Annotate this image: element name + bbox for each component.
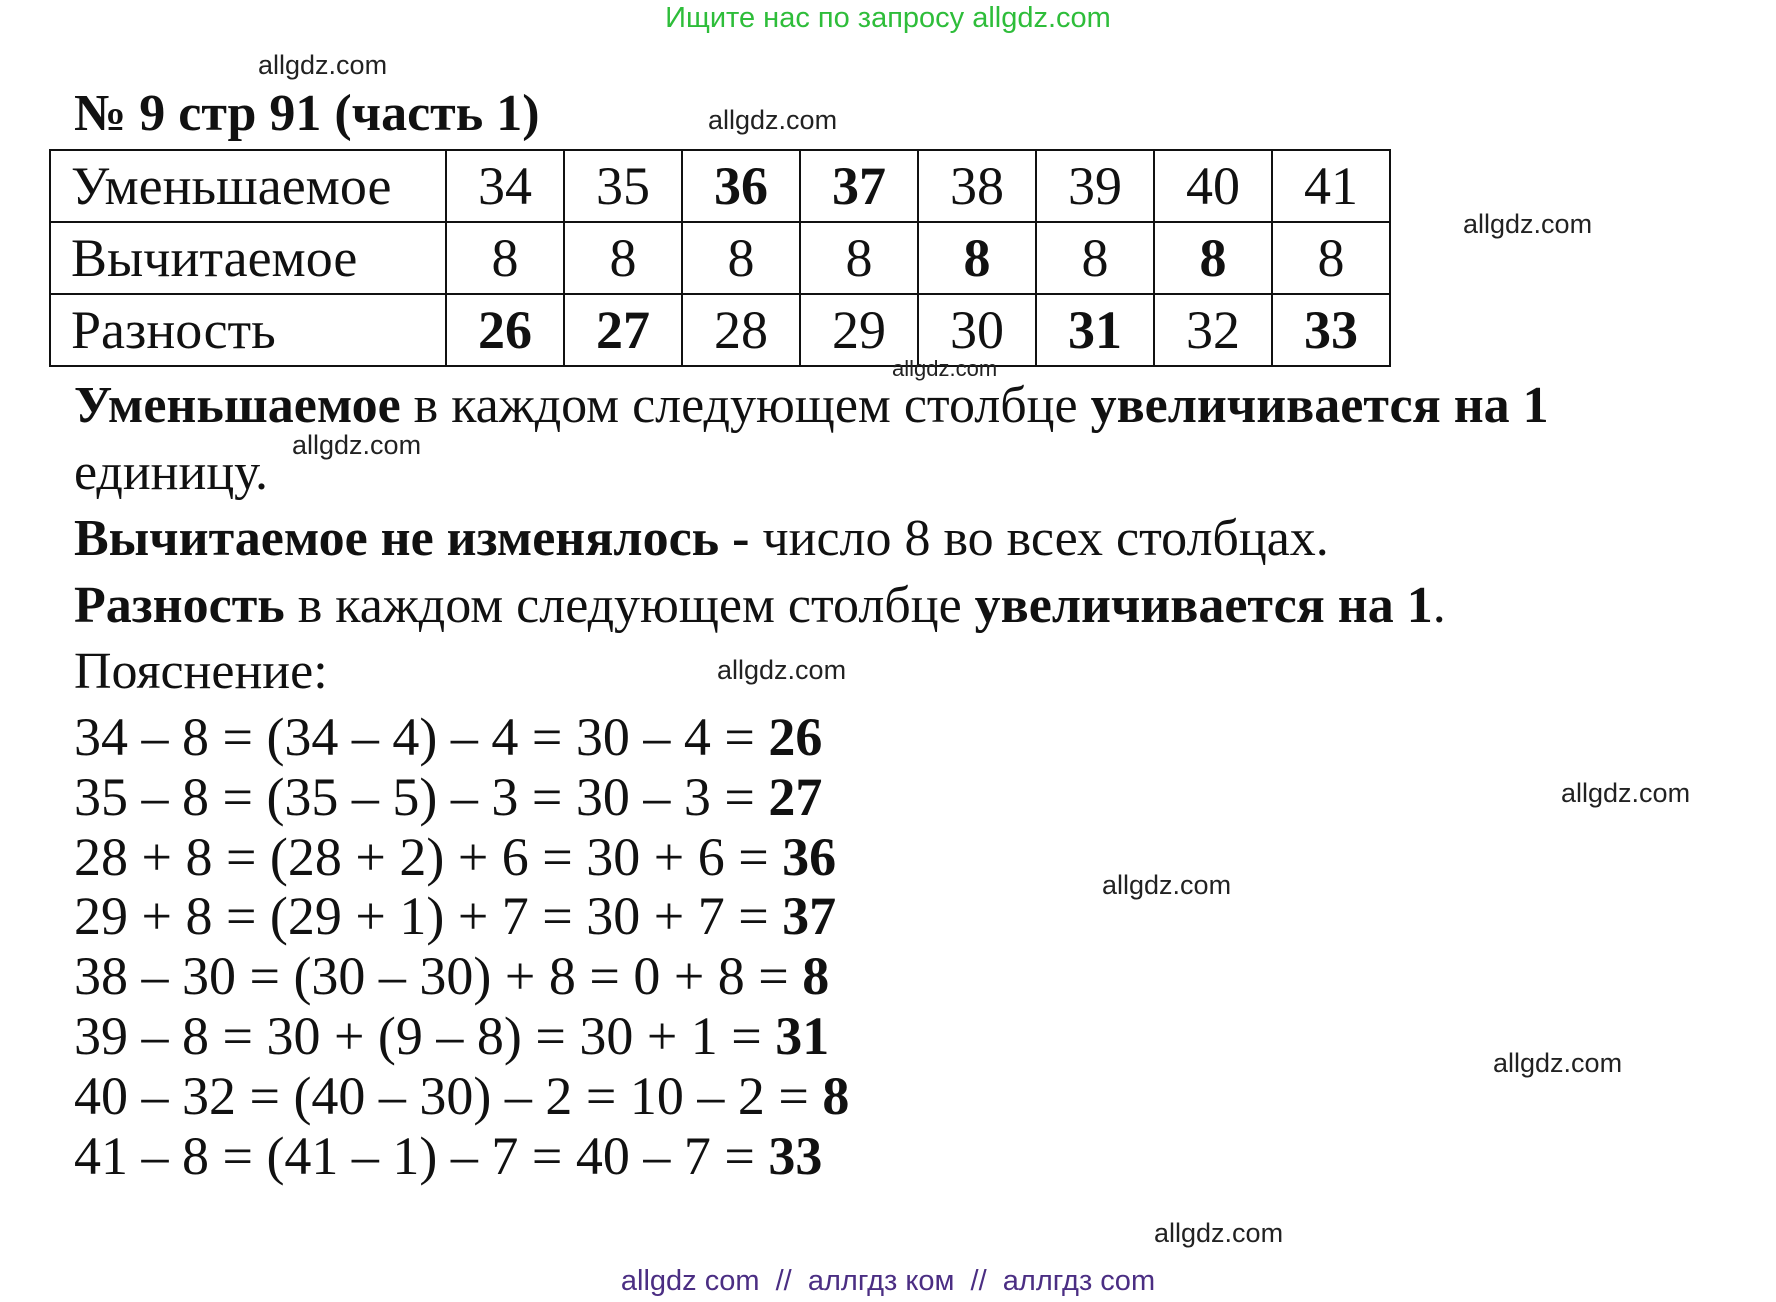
table-cell: 33 — [1272, 294, 1390, 366]
term-subtrahend: Вычитаемое не изменялось - — [74, 510, 750, 567]
table-cell: 28 — [682, 294, 800, 366]
table-cell: 8 — [918, 222, 1036, 294]
table-cell: 34 — [446, 150, 564, 222]
row-label: Уменьшаемое — [50, 150, 446, 222]
equation-result: 36 — [782, 827, 837, 887]
equation-result: 33 — [768, 1126, 823, 1186]
equation-result: 31 — [775, 1006, 830, 1066]
table-cell: 39 — [1036, 150, 1154, 222]
text-segment: в каждом следующем столбце — [400, 377, 1091, 434]
equation-line — [74, 886, 837, 946]
row-label: Вычитаемое — [50, 222, 446, 294]
footer-watermark: allgdz com // аллгдз ком // аллгдз com — [620, 1265, 1156, 1297]
equation-line — [74, 1066, 850, 1126]
term-increase: увеличивается на 1 — [1090, 377, 1549, 434]
equation-result: 8 — [802, 946, 830, 1006]
table-cell: 31 — [1036, 294, 1154, 366]
equation-expression: 38 – 30 = (30 – 30) + 8 = 0 + 8 = — [74, 946, 803, 1006]
table-cell: 37 — [800, 150, 918, 222]
equation-line — [74, 1006, 830, 1066]
table-cell: 8 — [682, 222, 800, 294]
table-cell: 8 — [800, 222, 918, 294]
text-segment: число 8 во всех столбцах. — [749, 510, 1329, 567]
table-cell: 36 — [682, 150, 800, 222]
equation-line — [74, 767, 823, 827]
table-cell: 27 — [564, 294, 682, 366]
table-row — [50, 222, 1390, 294]
watermark: allgdz.com — [292, 430, 422, 460]
equation-expression: 35 – 8 = (35 – 5) – 3 = 30 – 3 = — [74, 767, 769, 827]
table-cell: 8 — [1036, 222, 1154, 294]
table-cell: 30 — [918, 294, 1036, 366]
watermark: allgdz.com — [1561, 778, 1691, 808]
top-banner: Ищите нас по запросу allgdz.com — [665, 2, 1111, 34]
equation-expression: 40 – 32 = (40 – 30) – 2 = 10 – 2 = — [74, 1066, 823, 1126]
paragraph-minuend — [74, 377, 1549, 434]
watermark: allgdz.com — [717, 655, 847, 685]
equation-expression: 28 + 8 = (28 + 2) + 6 = 30 + 6 = — [74, 827, 783, 887]
equation-expression: 39 – 8 = 30 + (9 – 8) = 30 + 1 = — [74, 1006, 776, 1066]
equation-line — [74, 827, 837, 887]
text-segment: . — [1432, 577, 1446, 634]
explanation-label: Пояснение: — [74, 643, 328, 700]
equation-result: 37 — [782, 886, 837, 946]
term-difference: Разность — [74, 577, 285, 634]
table-cell: 32 — [1154, 294, 1272, 366]
table-cell: 8 — [1154, 222, 1272, 294]
watermark: allgdz.com — [708, 105, 838, 135]
table-cell: 8 — [564, 222, 682, 294]
table-row — [50, 150, 1390, 222]
watermark: allgdz.com — [258, 50, 388, 80]
row-label: Разность — [50, 294, 446, 366]
equation-line — [74, 1126, 823, 1186]
equation-expression: 29 + 8 = (29 + 1) + 7 = 30 + 7 = — [74, 886, 783, 946]
equation-line — [74, 946, 830, 1006]
equation-result: 27 — [768, 767, 823, 827]
subtraction-table — [49, 149, 1391, 367]
paragraph-difference — [74, 577, 1446, 634]
watermark: allgdz.com — [1154, 1218, 1284, 1248]
table-cell: 8 — [446, 222, 564, 294]
table-cell: 38 — [918, 150, 1036, 222]
paragraph-subtrahend — [74, 510, 1329, 567]
page-title: № 9 стр 91 (часть 1) — [74, 85, 540, 142]
text-segment: в каждом следующем столбце — [284, 577, 975, 634]
watermark: allgdz.com — [1102, 870, 1232, 900]
watermark: allgdz.com — [1463, 209, 1593, 239]
table-cell: 26 — [446, 294, 564, 366]
table-cell: 8 — [1272, 222, 1390, 294]
table-cell: 40 — [1154, 150, 1272, 222]
equation-result: 8 — [822, 1066, 850, 1126]
table-cell: 41 — [1272, 150, 1390, 222]
table-cell: 35 — [564, 150, 682, 222]
equation-result: 26 — [768, 707, 823, 767]
table-row — [50, 294, 1390, 366]
table-cell: 29 — [800, 294, 918, 366]
term-minuend: Уменьшаемое — [74, 377, 401, 434]
watermark: allgdz.com — [892, 356, 998, 381]
equation-expression: 41 – 8 = (41 – 1) – 7 = 40 – 7 = — [74, 1126, 769, 1186]
term-increase: увеличивается на 1 — [974, 577, 1433, 634]
paragraph-minuend-continued: единицу. — [74, 444, 268, 501]
equation-expression: 34 – 8 = (34 – 4) – 4 = 30 – 4 = — [74, 707, 769, 767]
watermark: allgdz.com — [1493, 1048, 1623, 1078]
equation-line — [74, 707, 823, 767]
